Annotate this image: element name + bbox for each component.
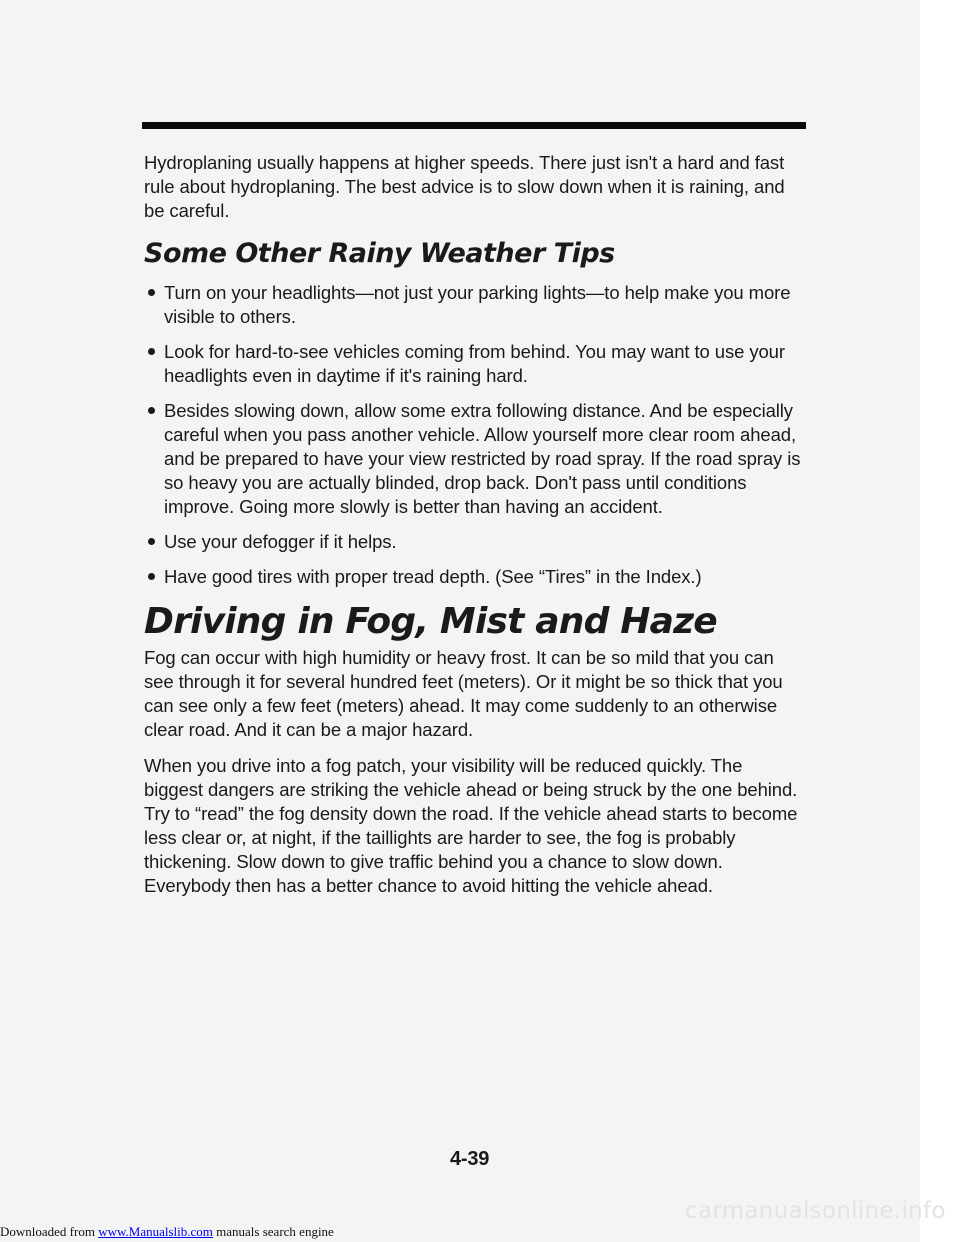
tips-list-item xyxy=(144,340,804,388)
tips-list-item xyxy=(144,399,804,519)
bullet-icon xyxy=(148,573,155,580)
bullet-icon xyxy=(148,538,155,545)
top-rule xyxy=(142,122,806,129)
tip-text: Besides slowing down, allow some extra following distance. And be especially careful when you pass another vehicle. Allow yourself more clear room ahead, and be prepared to have your view restricted by road spray. If the road spray is so heavy you are actually blinded, drop back. Don't pass until conditions improve. Going more slowly is better than having an accident. xyxy=(164,400,801,517)
page-content xyxy=(144,151,804,898)
tips-list xyxy=(144,281,804,589)
bullet-icon xyxy=(148,348,155,355)
intro-paragraph: Hydroplaning usually happens at higher speeds. There just isn't a hard and fast rule about hydroplaning. The best advice is to slow down when it is raining, and be careful. xyxy=(144,152,785,221)
tips-list-item xyxy=(144,281,804,329)
fog-heading: Driving in Fog, Mist and Haze xyxy=(144,601,717,642)
download-footer xyxy=(0,1224,334,1240)
tip-text: Use your defogger if it helps. xyxy=(164,531,397,552)
watermark-text: carmanualsonline.info xyxy=(685,1198,946,1224)
tips-heading: Some Other Rainy Weather Tips xyxy=(144,238,615,269)
tip-text: Have good tires with proper tread depth. (See “Tires” in the Index.) xyxy=(164,566,702,587)
tips-list-item xyxy=(144,565,804,589)
footer-suffix: manuals search engine xyxy=(212,1224,334,1239)
tips-list-item xyxy=(144,530,804,554)
fog-paragraph-2: When you drive into a fog patch, your visibility will be reduced quickly. The biggest dangers are striking the vehicle ahead or being struck by the one behind. Try to “read” the fog density down the road. If the vehicle ahead starts to become less clear or, at night, if the taillights are harder to see, the fog is probably thickening. Slow down to give traffic behind you a chance to slow down. Everybody then has a better chance to avoid hitting the vehicle ahead. xyxy=(144,755,798,896)
tip-text: Look for hard-to-see vehicles coming from behind. You may want to use your headlights even in daytime if it's raining hard. xyxy=(164,341,785,386)
bullet-icon xyxy=(148,407,155,414)
bullet-icon xyxy=(148,289,155,296)
manualslib-link[interactable]: www.Manualslib.com xyxy=(98,1224,213,1239)
tip-text: Turn on your headlights—not just your parking lights—to help make you more visible to others. xyxy=(164,282,791,327)
page-number: 4-39 xyxy=(450,1148,490,1170)
footer-prefix: Downloaded from xyxy=(0,1224,99,1239)
fog-paragraph-1: Fog can occur with high humidity or heavy frost. It can be so mild that you can see through it for several hundred feet (meters). Or it might be so thick that you can see only a few feet (meters) ahead. It may come suddenly to an otherwise clear road. And it can be a major hazard. xyxy=(144,647,783,740)
